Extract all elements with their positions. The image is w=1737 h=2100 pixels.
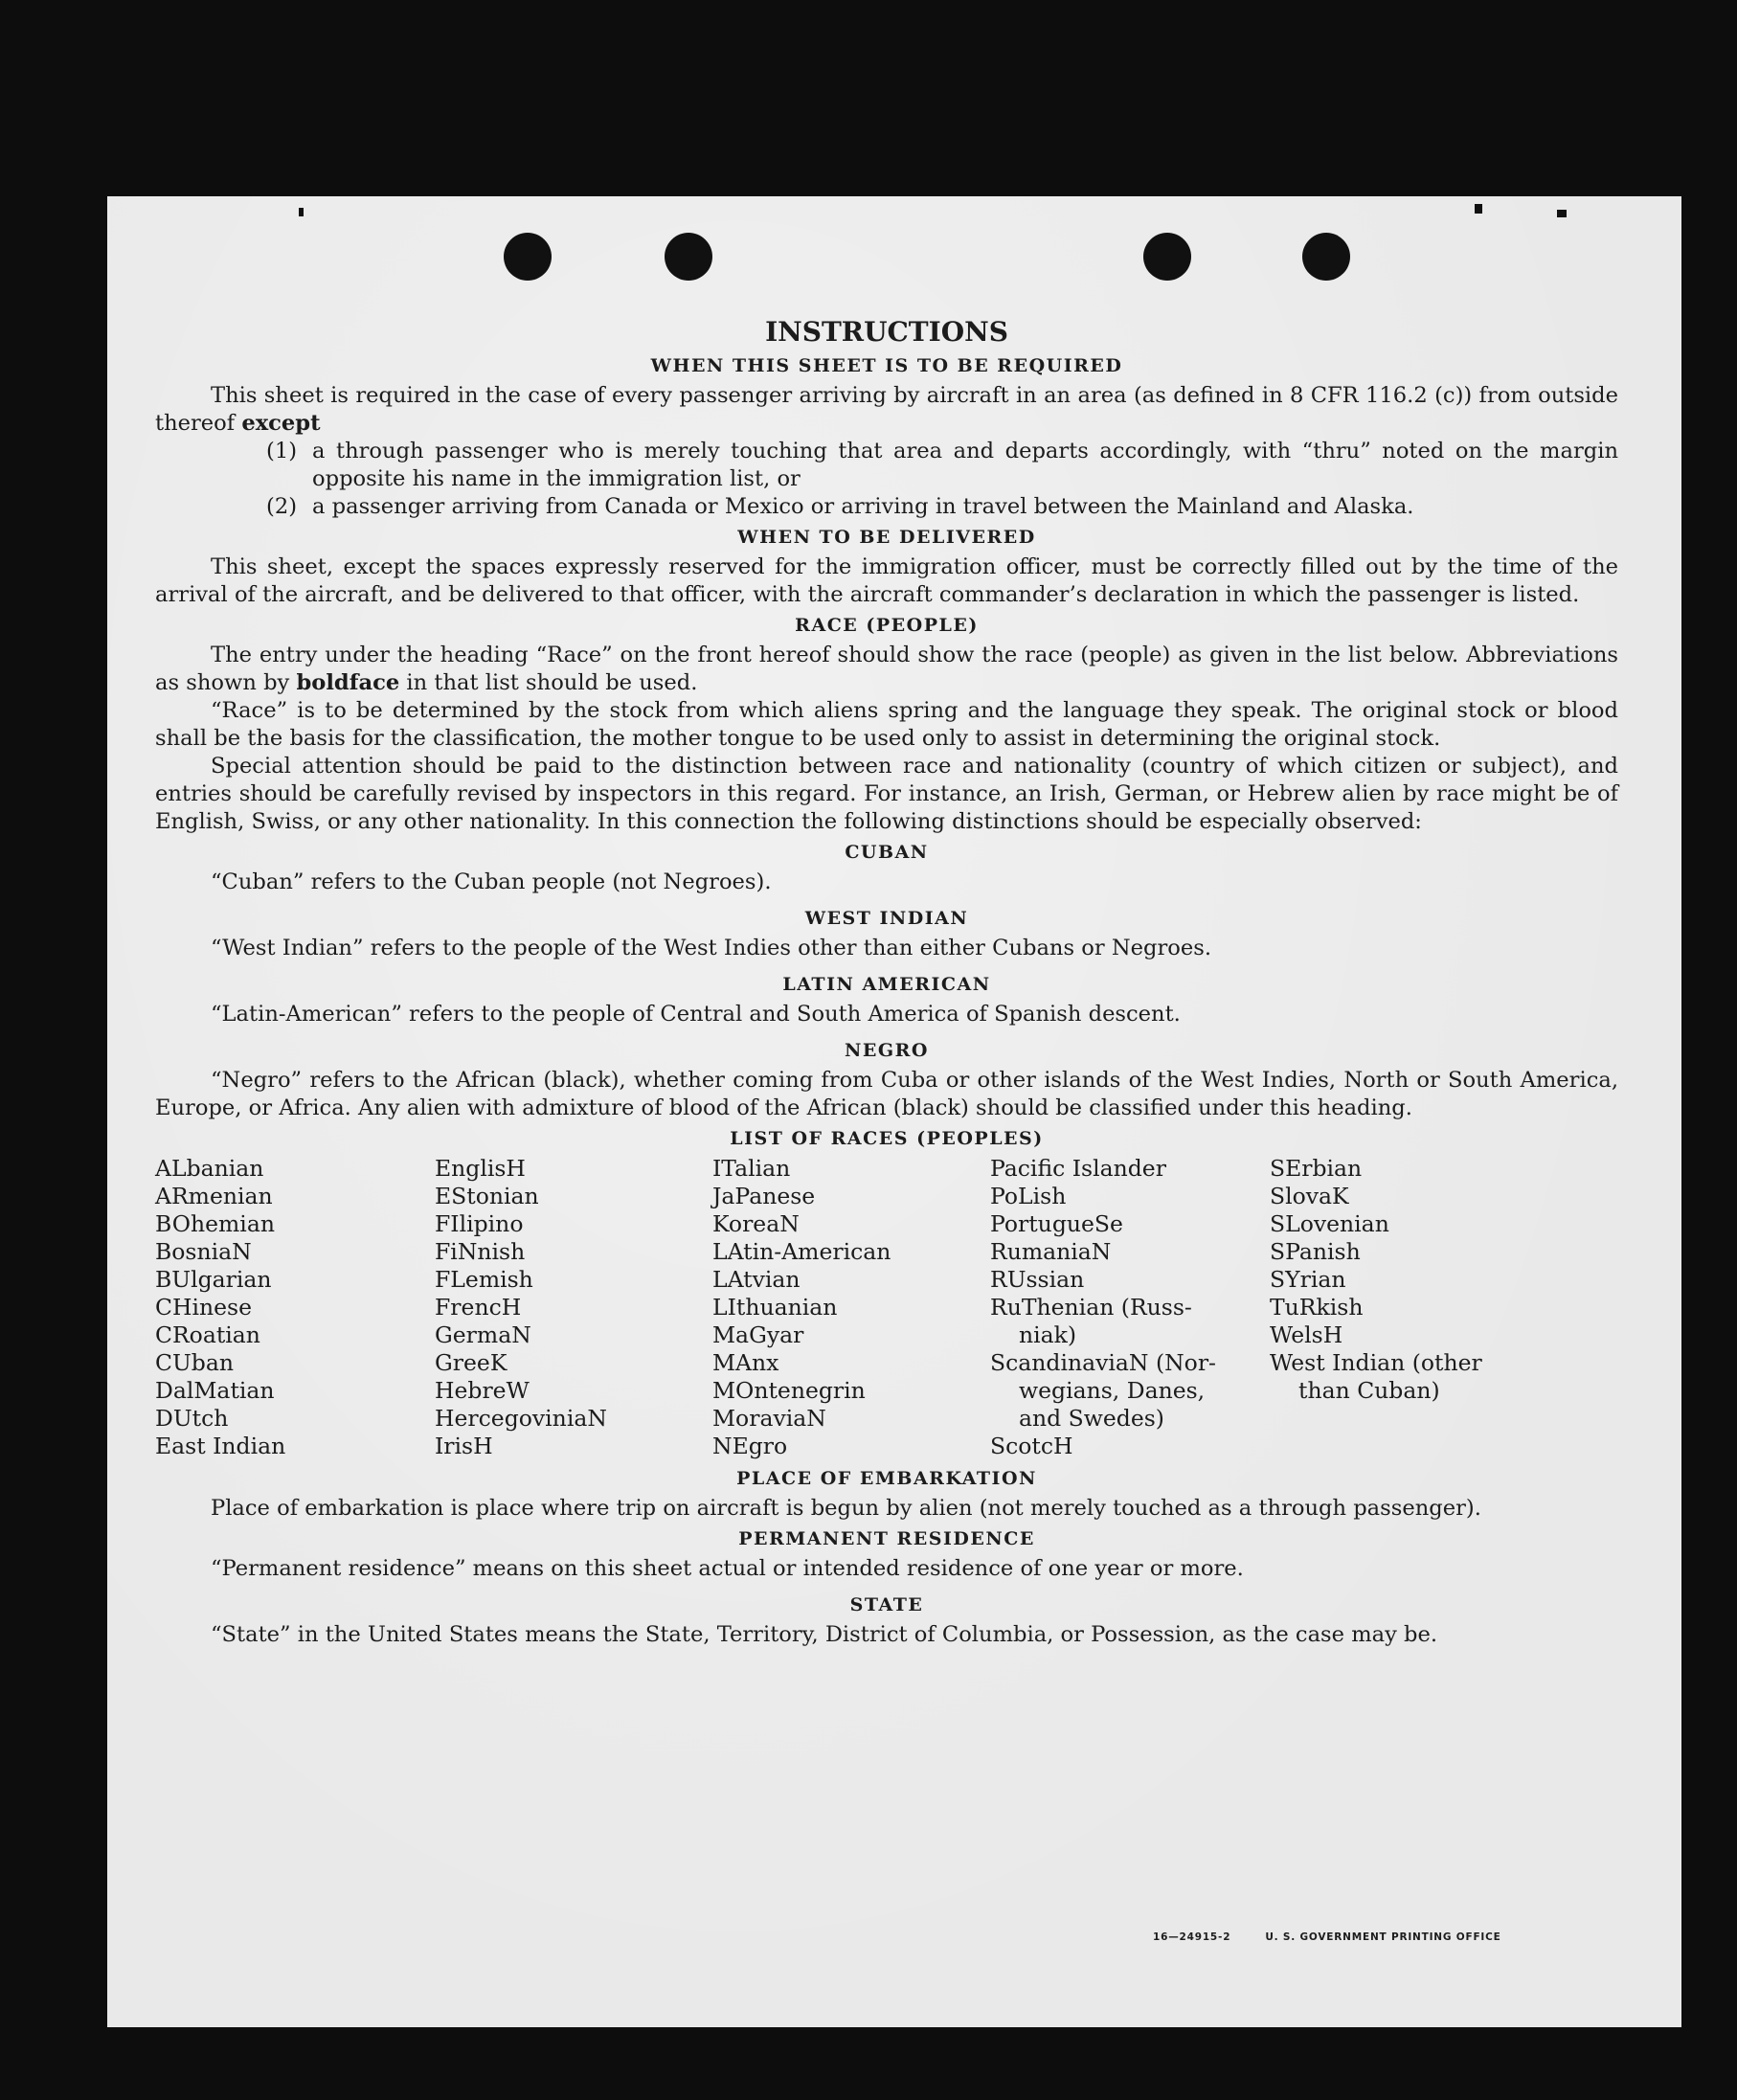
race-entry: PortugueSe (990, 1210, 1123, 1237)
print-footer (1153, 1931, 1536, 1943)
section-heading-required: WHEN THIS SHEET IS TO BE REQUIRED (650, 355, 1123, 376)
state-text: “State” in the United States means the State, Territory, District of Columbia, or Possession, as the case may be. (211, 1622, 1438, 1647)
race-entry: FrencH (435, 1294, 522, 1321)
exception-text: a through passenger who is merely touching that area and departs accordingly, with “thru” noted on the margin opposite his name in the immigration list, or (312, 439, 1618, 491)
margin-mark (1475, 204, 1482, 214)
race-entry: CUban (155, 1349, 234, 1376)
section-heading-race: RACE (PEOPLE) (795, 615, 979, 636)
race-entry: CRoatian (155, 1321, 260, 1348)
section-heading-cuban: CUBAN (845, 842, 929, 863)
race-entry: ScandinaviaN (Nor- (990, 1349, 1216, 1376)
race-entry: RUssian (990, 1266, 1085, 1293)
race-entry: PoLish (990, 1183, 1067, 1209)
section-heading-latin-american: LATIN AMERICAN (782, 974, 991, 995)
race-entry: FiNnish (435, 1238, 526, 1265)
race-p1-after: in that list should be used. (406, 670, 698, 695)
section-heading-west-indian: WEST INDIAN (804, 908, 969, 929)
race-entry: JaPanese (712, 1183, 816, 1209)
race-entry: ALbanian (155, 1155, 264, 1182)
race-entry: RumaniaN (990, 1238, 1112, 1265)
document-sheet (107, 196, 1681, 2027)
race-entry: NEgro (712, 1433, 788, 1459)
race-entry: ScotcH (990, 1433, 1073, 1459)
race-entry: LIthuanian (712, 1294, 838, 1321)
race-entry: TuRkish (1270, 1294, 1364, 1321)
race-entry: FLemish (435, 1266, 533, 1293)
punch-hole (504, 233, 552, 281)
race-entry: WelsH (1270, 1321, 1343, 1348)
cuban-text: “Cuban” refers to the Cuban people (not Negroes). (211, 869, 772, 894)
race-entry: RuThenian (Russ- (990, 1294, 1192, 1321)
race-entry: niak) (1019, 1321, 1077, 1348)
race-entry: DUtch (155, 1405, 229, 1432)
race-entry: MaGyar (712, 1321, 804, 1348)
race-paragraph-3: Special attention should be paid to the distinction between race and nationality (country of which citizen or subject), and entries should be carefully revised by inspectors in this regard. For instance, an Irish, German, or Hebrew alien by race might be of English, Swiss, or any other nationality. In this connection the following distinctions should be especially observed: (155, 754, 1618, 834)
section-heading-delivered: WHEN TO BE DELIVERED (737, 527, 1036, 548)
race-entry: SErbian (1270, 1155, 1363, 1182)
required-intro (155, 382, 1618, 438)
punch-hole (665, 233, 712, 281)
exception-text: a passenger arriving from Canada or Mexico or arriving in travel between the Mainland and Alaska. (312, 494, 1414, 519)
exception-item-2 (155, 493, 1618, 521)
race-entry: than Cuban) (1298, 1377, 1440, 1404)
embarkation-text: Place of embarkation is place where trip on aircraft is begun by alien (not merely touched as a through passenger). (211, 1496, 1481, 1521)
section-heading-residence: PERMANENT RESIDENCE (738, 1528, 1035, 1549)
race-entry: MAnx (712, 1349, 779, 1376)
race-entry: LAtvian (712, 1266, 801, 1293)
race-p1-bold: boldface (296, 670, 400, 695)
race-column-3 (712, 1155, 990, 1460)
punch-hole (1143, 233, 1191, 281)
race-entry: BOhemian (155, 1210, 275, 1237)
race-entry: Pacific Islander (990, 1155, 1166, 1182)
page-title: INSTRUCTIONS (765, 316, 1008, 348)
required-intro-text: This sheet is required in the case of every passenger arriving by aircraft in an area (as defined in 8 CFR 116.2 (c)) from outside thereof (155, 383, 1618, 436)
race-entry: ARmenian (155, 1183, 273, 1209)
race-entry: GermaN (435, 1321, 531, 1348)
race-entry: MoraviaN (712, 1405, 826, 1432)
race-column-5 (1270, 1155, 1557, 1460)
form-number: 16—24915-2 (1153, 1931, 1231, 1943)
negro-text: “Negro” refers to the African (black), whether coming from Cuba or other islands of the West Indies, North or South America, Europe, or Africa. Any alien with admixture of blood of the African (black) should be classified under this heading. (155, 1068, 1618, 1120)
race-entry: SLovenian (1270, 1210, 1389, 1237)
race-entry: LAtin-American (712, 1238, 891, 1265)
race-entry: BosniaN (155, 1238, 252, 1265)
race-entry: GreeK (435, 1349, 508, 1376)
race-column-4 (990, 1155, 1270, 1460)
margin-mark (299, 208, 304, 216)
race-paragraph-1 (155, 642, 1618, 697)
punch-hole (1302, 233, 1350, 281)
race-entry: SYrian (1270, 1266, 1346, 1293)
race-entry: ITalian (712, 1155, 791, 1182)
race-entry: BUlgarian (155, 1266, 272, 1293)
section-heading-state: STATE (849, 1594, 924, 1615)
race-entry: HebreW (435, 1377, 530, 1404)
race-entry: EnglisH (435, 1155, 526, 1182)
west-indian-text: “West Indian” refers to the people of the West Indies other than either Cubans or Negroes. (211, 936, 1212, 960)
race-p1-before: The entry under the heading “Race” on the front hereof should show the race (people) as given in the list below. Abbreviations as shown by (155, 643, 1618, 695)
race-entry: MOntenegrin (712, 1377, 866, 1404)
race-entry: IrisH (435, 1433, 493, 1459)
race-entry: EStonian (435, 1183, 539, 1209)
residence-text: “Permanent residence” means on this sheet actual or intended residence of one year or more. (211, 1556, 1244, 1581)
exception-item-1 (155, 438, 1618, 493)
race-entry: HercegoviniaN (435, 1405, 607, 1432)
exception-number: (2) (266, 494, 298, 519)
race-entry: SPanish (1270, 1238, 1361, 1265)
section-heading-embarkation: PLACE OF EMBARKATION (736, 1468, 1037, 1489)
exception-number: (1) (266, 439, 298, 463)
section-heading-race-list: LIST OF RACES (PEOPLES) (730, 1128, 1044, 1149)
required-intro-except: except (241, 411, 321, 436)
race-column-1 (155, 1155, 435, 1460)
section-heading-negro: NEGRO (845, 1040, 929, 1061)
race-entry: CHinese (155, 1294, 252, 1321)
delivered-text: This sheet, except the spaces expressly reserved for the immigration officer, must be correctly filled out by the time of the arrival of the aircraft, and be delivered to that officer, with the aircraft commander’s declaration in which the passenger is listed. (155, 554, 1618, 607)
race-entry: and Swedes) (1019, 1405, 1164, 1432)
printer-credit: U. S. GOVERNMENT PRINTING OFFICE (1265, 1931, 1501, 1943)
race-entry: SlovaK (1270, 1183, 1349, 1209)
race-column-2 (435, 1155, 712, 1460)
race-entry: wegians, Danes, (1019, 1377, 1206, 1404)
race-entry: FIlipino (435, 1210, 524, 1237)
race-entry: East Indian (155, 1433, 286, 1459)
race-list (155, 1155, 1618, 1460)
race-entry: DalMatian (155, 1377, 275, 1404)
instructions-content (155, 315, 1618, 1649)
race-entry: West Indian (other (1270, 1349, 1482, 1376)
latin-american-text: “Latin-American” refers to the people of Central and South America of Spanish descent. (211, 1002, 1181, 1027)
race-paragraph-2: “Race” is to be determined by the stock from which aliens spring and the language they speak. The original stock or blood shall be the basis for the classification, the mother tongue to be used only to assist in determining the original stock. (155, 698, 1618, 751)
race-entry: KoreaN (712, 1210, 800, 1237)
margin-mark (1557, 210, 1567, 217)
